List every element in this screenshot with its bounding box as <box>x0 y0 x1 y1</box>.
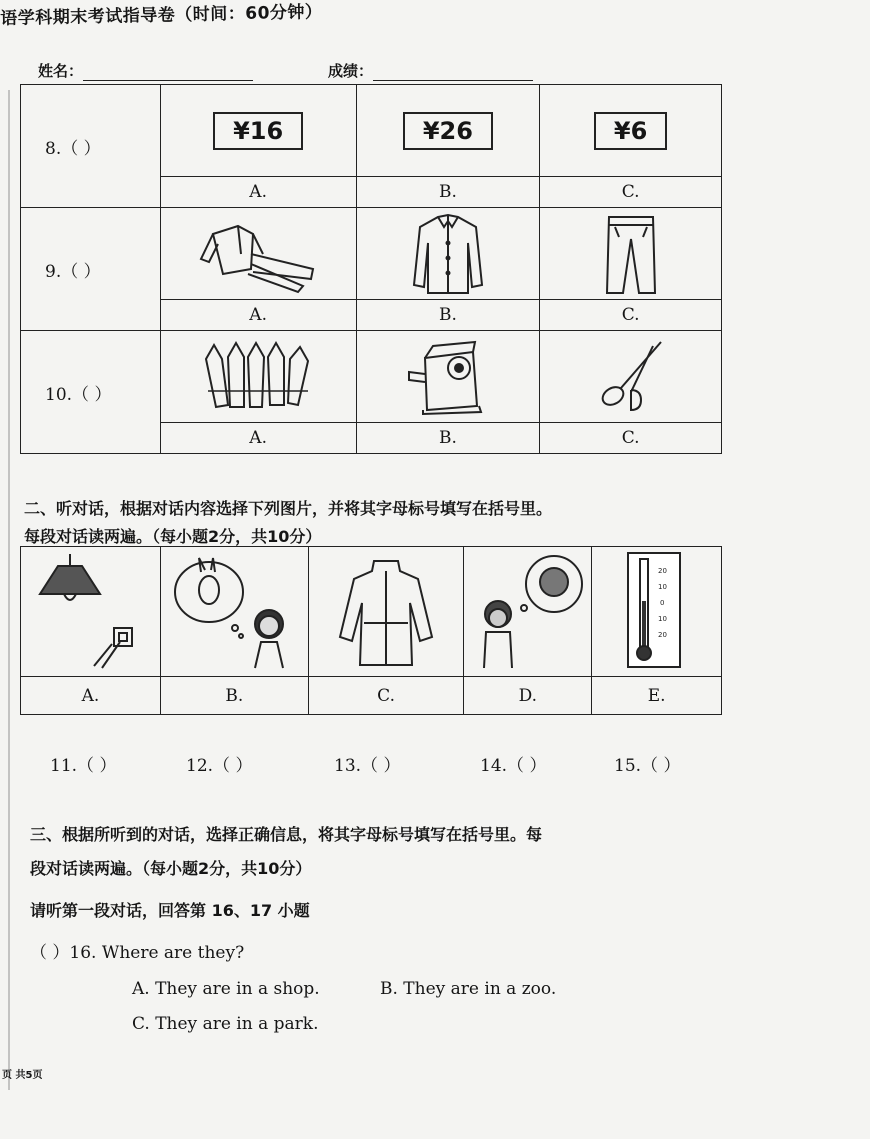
q9-option-a: A. <box>160 300 356 331</box>
thermo-mark-2: 10 <box>657 582 667 591</box>
suit-icon <box>193 214 323 294</box>
answer-13[interactable]: 13.（ ） <box>334 756 401 776</box>
thermometer-icon <box>622 551 692 673</box>
thermo-mark-1: 20 <box>657 566 667 575</box>
thermo-mark-4: 10 <box>657 614 667 623</box>
thermo-mark-5: 20 <box>657 630 667 639</box>
section3-heading-line2: 段对话读两遍。（每小题2分，共10分） <box>30 859 312 878</box>
name-label: 姓名： <box>38 62 84 80</box>
s2-option-a: A. <box>21 677 161 715</box>
q16-option-a: A. They are in a shop. <box>132 979 320 999</box>
s2-option-e: E. <box>592 677 722 715</box>
page-footer: 页 共5页 <box>2 1070 43 1081</box>
answer-11[interactable]: 11.（ ） <box>50 756 117 776</box>
scissors-icon <box>591 338 671 416</box>
q8-option-c: C. <box>540 177 722 208</box>
lamp-switch-icon <box>30 552 150 672</box>
question-16: （ ）16. Where are they? <box>30 943 245 963</box>
price-a: ¥16 <box>213 112 303 150</box>
pants-cell <box>540 208 722 300</box>
score-field[interactable] <box>328 60 533 81</box>
answer-15[interactable]: 15.（ ） <box>614 756 681 776</box>
girl-rabbit-cell <box>160 547 308 677</box>
answer-14[interactable]: 14.（ ） <box>480 756 547 776</box>
q8-option-b: B. <box>356 177 540 208</box>
question-10-label: 10.（ ） <box>21 331 161 454</box>
page-title: 语学科期末考试指导卷（时间：60分钟） <box>0 2 323 29</box>
section3-sub-heading: 请听第一段对话，回答第 16、17 小题 <box>30 901 310 920</box>
name-field[interactable] <box>38 60 253 81</box>
boy-cell <box>464 547 592 677</box>
q8-option-a: A. <box>160 177 356 208</box>
crayons-icon <box>198 339 318 414</box>
question-8-label: 8.（ ） <box>21 85 161 208</box>
suit-cell <box>160 208 356 300</box>
crayons-cell <box>160 331 356 423</box>
price-b-cell <box>356 85 540 177</box>
price-c: ¥6 <box>594 112 667 150</box>
answer-12[interactable]: 12.（ ） <box>186 756 253 776</box>
section1-table <box>20 84 722 454</box>
q9-option-c: C. <box>540 300 722 331</box>
price-b: ¥26 <box>403 112 493 150</box>
q16-option-c: C. They are in a park. <box>132 1014 319 1034</box>
s2-option-b: B. <box>160 677 308 715</box>
margin-line <box>8 90 10 1090</box>
pencil-sharpener-icon <box>403 338 493 416</box>
section2-heading-line1: 二、听对话，根据对话内容选择下列图片，并将其字母标号填写在括号里。 <box>24 499 553 518</box>
pants-icon <box>601 213 661 295</box>
thermo-mark-3: 0 <box>659 598 665 607</box>
coat-icon <box>336 553 436 671</box>
section2-table <box>20 546 722 715</box>
thermometer-cell <box>592 547 722 677</box>
q10-option-b: B. <box>356 423 540 454</box>
section3-heading-line1: 三、根据所听到的对话，选择正确信息，将其字母标号填写在括号里。每 <box>30 825 543 844</box>
girl-thinking-rabbit-icon <box>169 552 299 672</box>
scissors-cell <box>540 331 722 423</box>
sharpener-cell <box>356 331 540 423</box>
s2-option-d: D. <box>464 677 592 715</box>
score-label: 成绩： <box>328 62 374 80</box>
q10-option-a: A. <box>160 423 356 454</box>
price-c-cell <box>540 85 722 177</box>
shirt-cell <box>356 208 540 300</box>
boy-thinking-icon <box>468 552 588 672</box>
q9-option-b: B. <box>356 300 540 331</box>
lamp-cell <box>21 547 161 677</box>
section2-heading-line2: 每段对话读两遍。（每小题2分，共10分） <box>24 527 322 546</box>
shirt-icon <box>408 213 488 295</box>
coat-cell <box>308 547 464 677</box>
q10-option-c: C. <box>540 423 722 454</box>
s2-option-c: C. <box>308 677 464 715</box>
question-9-label: 9.（ ） <box>21 208 161 331</box>
price-a-cell <box>160 85 356 177</box>
q16-option-b: B. They are in a zoo. <box>380 979 557 999</box>
